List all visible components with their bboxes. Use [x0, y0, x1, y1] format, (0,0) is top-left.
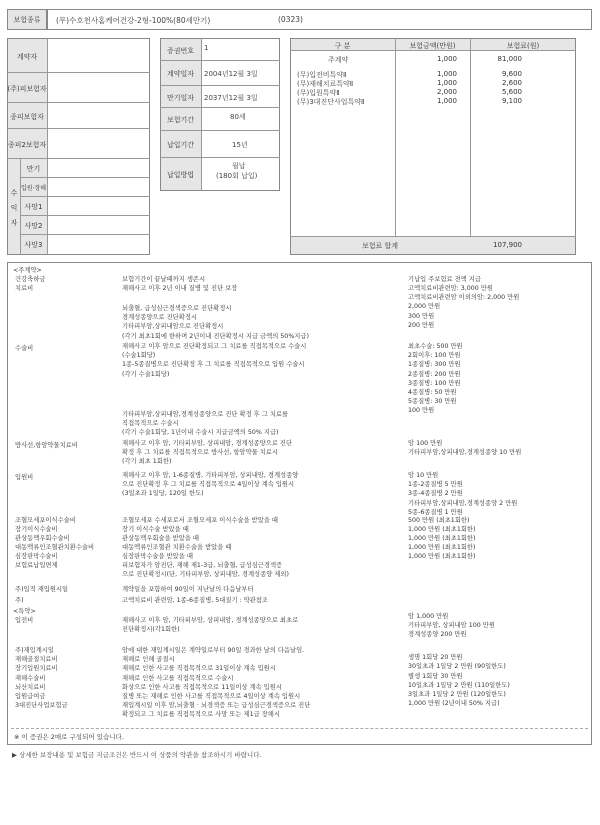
benefit-desc: 고액치료비 관련암, 1종-6종질병, 5대질기 : 약관참조 [122, 597, 268, 604]
coverage-header-premium: 보험료(원) [506, 42, 540, 50]
bottom-note: ▶ 상세한 보장내용 및 보험금 지급조건은 반드시 이 상품의 약관을 참조하시기 바랍니다. [12, 751, 262, 759]
contract-date-label: 계약일자 [166, 70, 195, 78]
benefit-desc: 재해사고 이후 2년 이내 질병 및 진단 보장 [122, 285, 238, 292]
coverage-header-amount: 보험금액(만원) [409, 42, 456, 50]
payment-method-line2: (180회 납입) [216, 172, 258, 180]
payment-period-label: 납입기간 [166, 141, 195, 149]
benefit-desc: 재해사고 이후 암, 1-6종질병, 기타피부암, 상피내암, 경계성종양 으로 진단확정 후 그 치료를 직접목적으로 4일이상 계속 입원시 (3일초과 1일당, 120일 한도) [122, 472, 299, 498]
benefits-footnote: ※ 이 증권은 2매로 구성되어 있습니다. [14, 733, 124, 741]
coverage-row-premium: 2,600 [501, 79, 522, 87]
benefit-payout: 최초수술: 500 만원 2회이후: 100 만원 1종질병: 300 만원 2종질병: 200 만원 3종질병: 100 만원 4종질병: 50 만원 5종질병: 30 만원 100 만원 [408, 343, 463, 415]
coverage-row-amount: 1,000 [436, 79, 457, 87]
benefit-desc: 뇌출혈, 급성심근경색증으로 진단확정시 경계성종양으로 진단확정시 기타피부암,상피내암으로 진단확정시 (각기 최초1회에 한하며 2년이내 진단확정시 지급 금액의 50%지급) [122, 305, 309, 340]
benefit-payout: 500 만원 (최초1회한) [408, 517, 470, 524]
primary-insured-label: (주)피보험자 [7, 85, 47, 93]
policy-no: 1 [204, 44, 209, 52]
period-label: 보험기간 [166, 116, 195, 124]
period: 80세 [230, 113, 246, 121]
coverage-row-premium: 81,000 [497, 55, 522, 63]
benefit-desc: 장기 이식수술 받았을 때 [122, 526, 189, 533]
coverage-row-premium: 9,100 [501, 97, 522, 105]
contract-date: 2004년12월 3일 [204, 70, 258, 78]
beneficiary-death2: 사망2 [24, 222, 43, 230]
coverage-row-amount: 1,000 [436, 97, 457, 105]
contractor-label: 계약자 [16, 53, 38, 61]
beneficiary-death3: 사망3 [24, 241, 43, 249]
benefit-desc: 재해사고 이후 암, 기타피부암, 상피내암, 경계성종양으로 진단 확정 후 그 치료를 직접목적으로 방사선, 항암약물 치료시 (각기 최초 1회한) [122, 440, 293, 466]
rider-desc: 암에 대한 재입계시일은 계약일로부터 90일 경과한 날의 다음날임. 재해로 인해 골절시 재해로 인한 사고를 직접목적으로 31일이상 계속 입원시 재해로 인한 사고를 직접목적으로 수술시 화상으로 인한 사고를 직접목적으로 11일이상 계속 입원시 질병 또는 재해로 인한 사고를 직접목적으로 4일이상 계속 입원시 재입계시일 이후 암,뇌출혈 · 뇌경색증 또는 급성심근경색증으로 진단 확정되고 그 치료를 직접목적으로 사망 또는 제1급 장해시 [122, 647, 311, 719]
benefit-desc: 피보험자가 암진단, 재해 제1-3급, 뇌출혈, 급성심근경색증 으로 진단확정시(단, 기타피부암, 상피내암, 경계성종양 제외) [122, 562, 289, 579]
benefit-desc: 기타피부암,상피내암,경계성종양으로 진단 확정 후 그 치료를 직접목적으로 수술시 (각기 수술1회당, 1년이내 수술시 지급금액의 50% 지급) [122, 411, 289, 437]
coverage-row-name: (무)재해치료특약Ⅱ [297, 80, 354, 88]
benefit-name: 주)입적 재입원시일 [15, 586, 69, 593]
coverage-row-amount: 1,000 [436, 55, 457, 63]
rider-payout: 생명 1회당 20 만원 30일초과 1일당 2 만원 (90일한도) 별생 1회당 30 만원 10일초과 1일당 2 만원 (110일한도) 3일초과 1일당 2 만원 (120일한도) 1,000 만원 (2년이내 50% 지급) [408, 654, 510, 708]
benefit-desc: 관상동맥우회술을 받았을 때 [122, 535, 199, 542]
beneficiary-maturity: 만기 [26, 165, 41, 173]
secondary-insured-label: 종피보험자 [10, 113, 44, 121]
coverage-row-amount: 2,000 [436, 88, 457, 96]
policy-no-label: 증권번호 [166, 47, 195, 55]
benefit-name: 보험료납입면제 [15, 562, 58, 569]
benefit-name: 조혈모세포이식수술비 [15, 517, 76, 524]
coverage-row-premium: 9,600 [501, 70, 522, 78]
beneficiary-group-1: 수 [10, 189, 18, 197]
payment-method-line1: 월납 [232, 162, 246, 170]
benefit-name: 건강축하금 [15, 276, 46, 283]
benefit-desc: 계약일을 포함하여 90일이 지난날의 다음날부터 [122, 586, 254, 593]
coverage-row-name: 주계약 [328, 56, 349, 64]
benefit-payout: 암 100 만원 기타피부암,상피내암,경계성종양 10 만원 [408, 440, 522, 457]
benefit-payout: 1,000 만원 (최초1회한) [408, 526, 476, 533]
benefit-name: 대동맥류인조혈관치환수술비 [15, 544, 95, 551]
maturity-date-label: 만기일자 [166, 94, 195, 102]
coverage-row-name: (무)입원특약Ⅱ [297, 89, 340, 97]
coverage-row-name: (무)입전비특약Ⅱ [297, 71, 347, 79]
benefit-name: 입원비 [15, 474, 34, 481]
benefits-special-heading: <특약> [13, 608, 36, 615]
coverage-row-premium: 5,600 [501, 88, 522, 96]
benefit-payout: 암 10 만원 1종-2종질병 5 만원 3종-4종질병 2 만원 기타피부암,상피내암,경계성종양 2 만원 5종-6종질병 1 만원 [408, 472, 518, 516]
product-label: 보험종류 [13, 16, 41, 24]
rider-name: 입전비 [15, 617, 34, 624]
benefit-name: 심장판막수술비 [15, 553, 58, 560]
benefit-name: 주) [15, 597, 24, 604]
coverage-header-name: 구 분 [334, 42, 351, 50]
product-name: (무)수호천사홈케어건강-2형-100%(80세만기) [56, 16, 211, 25]
benefit-name: 장기이식수술비 [15, 526, 58, 533]
beneficiary-group-2: 익 [10, 204, 18, 212]
benefit-name: 치료비 [15, 285, 34, 292]
benefit-desc: 대동맥류인조혈관 치환수술을 받았을 때 [122, 544, 232, 551]
rider-payout: 암 1,000 만원 기타피부암, 상피내암 100 만원 경계성종양 200 만원 [408, 613, 495, 639]
benefit-desc: 조혈모세포 수세포로서 조혈모세포 이식수술을 받았을 때 [122, 517, 278, 524]
rider-desc: 재해사고 이후 암, 기타피부암, 상피내암, 경계성종양으로 최초로 진단확정시(각1회한) [122, 617, 299, 634]
beneficiary-death1: 사망1 [24, 203, 43, 211]
benefits-main-heading: <주계약> [13, 267, 42, 274]
benefit-payout: 1,000 만원 (최초1회한) [408, 553, 476, 560]
benefit-payout: 1,000 만원 (최초1회한) [408, 544, 476, 551]
benefit-desc: 심장판막수술을 받았을 때 [122, 553, 193, 560]
rider-name: 주)재입계시일 재해골절치료비 장기입원치료비 재해수술비 뇌산치료비 입원급여금 3대진단사업보험금 [15, 647, 68, 710]
footnote-divider [11, 728, 588, 729]
payment-method-label: 납입방법 [166, 171, 195, 179]
beneficiary-group-3: 자 [10, 219, 18, 227]
product-code: (0323) [278, 15, 303, 24]
payment-period: 15년 [232, 141, 248, 149]
benefit-desc: 재해사고 이후 암으로 진단확정되고 그 치료를 직접목적으로 수술시 (수술1회당) 1종-5종질병으로 진단확정 후 그 치료를 직접목적으로 입원 수술시 (각기 수술1회당) [122, 343, 307, 378]
benefit-payout: 1,000 만원 (최초1회한) [408, 535, 476, 542]
benefit-name: 방사선,항암약물치료비 [15, 442, 78, 449]
secondary-insured2-label: 종피2보험자 [7, 141, 47, 149]
beneficiary-hospital: 입원·장해 [20, 185, 47, 192]
benefit-desc: 보험기간이 끝날때까지 생존시 [122, 276, 206, 283]
benefit-payout: 기납입 주보험료 전액 지급 [408, 276, 481, 283]
benefit-name: 관상동맥우회수술비 [15, 535, 70, 542]
maturity-date: 2037년12월 3일 [204, 94, 258, 102]
coverage-total: 107,900 [493, 241, 522, 249]
benefit-name: 수술비 [15, 345, 34, 352]
coverage-total-label: 보험료 합계 [361, 242, 399, 250]
coverage-row-amount: 1,000 [436, 70, 457, 78]
coverage-row-name: (무)3대진단사업특약Ⅱ [297, 98, 365, 106]
benefit-payout: 고액치료비관련암: 3,000 만원 고액치료비관련암 이외의암: 2,000 만원 2,000 만원 300 만원 200 만원 [408, 285, 520, 329]
